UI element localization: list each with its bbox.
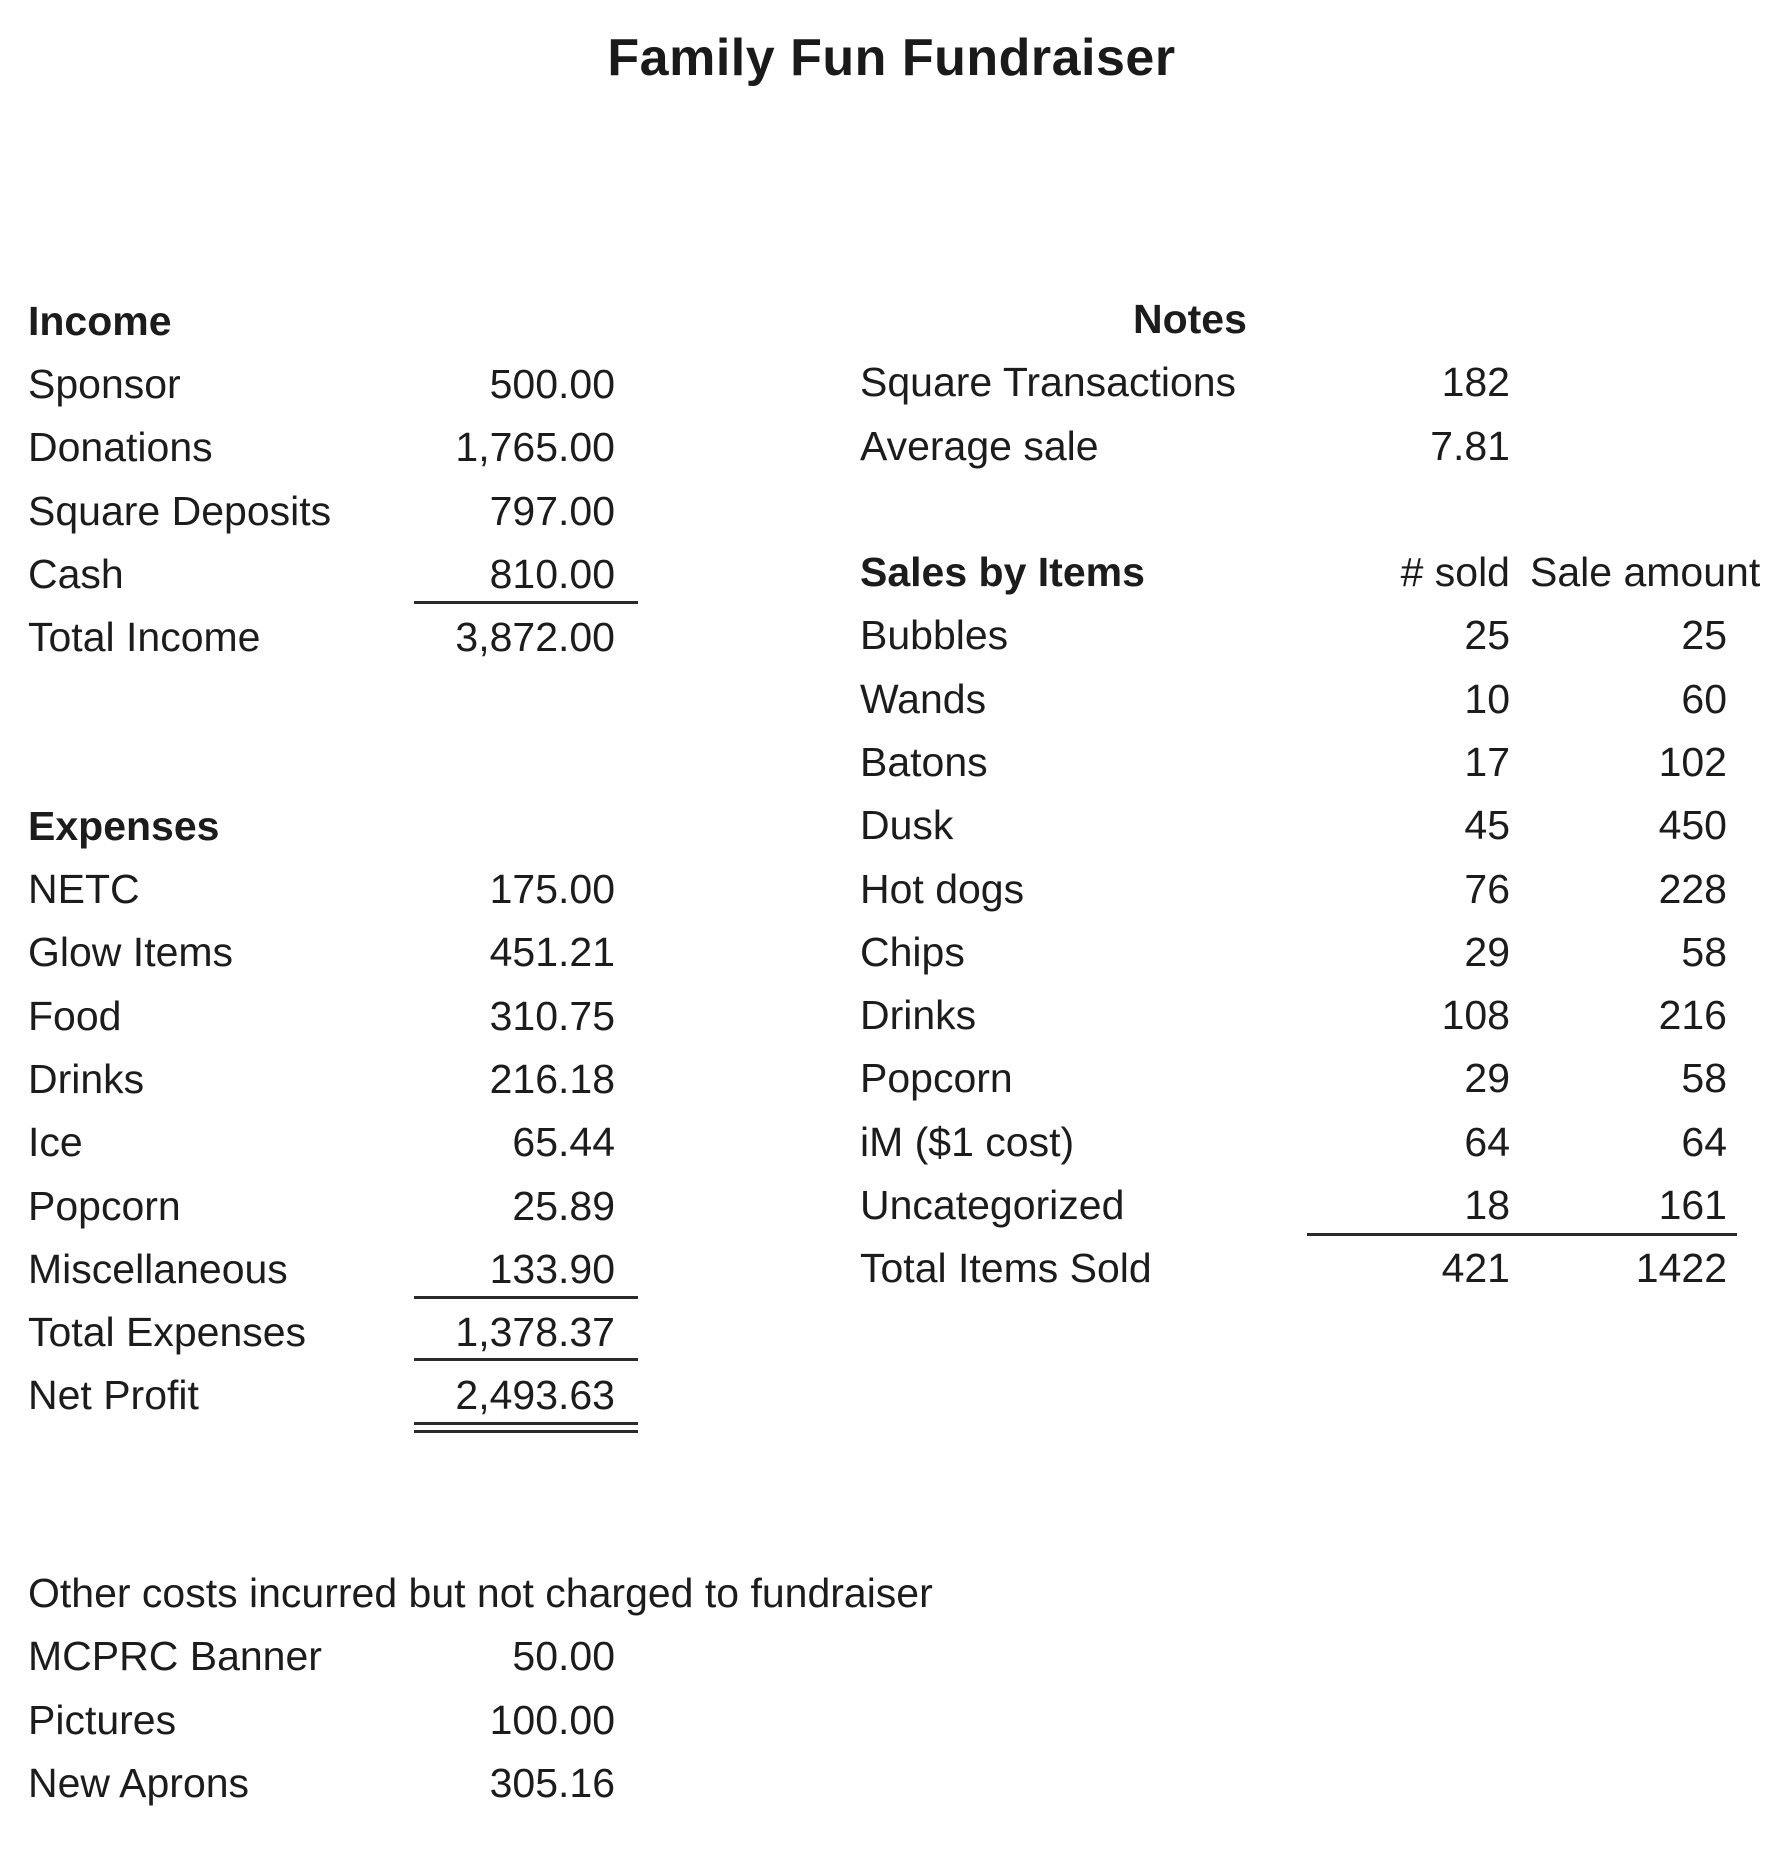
sales-item-label: iM ($1 cost) [860,1119,1075,1165]
income-value: 1,765.00 [455,424,615,470]
total-income-value: 3,872.00 [455,614,615,660]
note-label: Average sale [860,423,1099,469]
expenses-heading: Expenses [28,803,220,849]
expense-label: Ice [28,1119,83,1165]
sales-item-label: Hot dogs [860,866,1025,912]
expense-label: Glow Items [28,929,234,975]
expense-value: 451.21 [489,929,615,975]
income-value: 500.00 [489,361,615,407]
expense-value: 175.00 [489,866,615,912]
sales-total-rule [1307,1233,1737,1236]
other-cost-label: MCPRC Banner [28,1633,322,1679]
other-cost-label: Pictures [28,1697,177,1743]
sales-item-sold: 17 [1464,739,1510,785]
sold-column-header: # sold [1400,549,1510,595]
total-income-label: Total Income [28,614,261,660]
total-expenses-label: Total Expenses [28,1309,307,1355]
note-value: 7.81 [1430,423,1510,469]
total-items-sold-count: 421 [1441,1245,1510,1291]
sales-item-amount: 58 [1681,929,1727,975]
other-cost-value: 50.00 [512,1633,615,1679]
total-expenses-rule [414,1358,638,1361]
other-costs-heading: Other costs incurred but not charged to fundraiser [28,1570,933,1616]
income-label: Sponsor [28,361,181,407]
sales-item-amount: 25 [1681,612,1727,658]
total-items-sold-label: Total Items Sold [860,1245,1152,1291]
sales-item-label: Drinks [860,992,977,1038]
sales-item-sold: 10 [1464,676,1510,722]
sales-item-sold: 108 [1441,992,1510,1038]
income-value: 797.00 [489,488,615,534]
sales-item-sold: 76 [1464,866,1510,912]
sales-item-sold: 18 [1464,1182,1510,1228]
income-label: Square Deposits [28,488,332,534]
income-label: Cash [28,551,124,597]
expense-label: Miscellaneous [28,1246,288,1292]
page-title: Family Fun Fundraiser [607,29,1176,87]
sales-item-amount: 216 [1658,992,1727,1038]
sales-item-amount: 102 [1658,739,1727,785]
sales-heading: Sales by Items [860,549,1145,595]
expense-label: NETC [28,866,140,912]
sales-item-sold: 45 [1464,802,1510,848]
sales-item-sold: 25 [1464,612,1510,658]
income-value: 810.00 [489,551,615,597]
sales-item-sold: 29 [1464,929,1510,975]
sales-item-amount: 60 [1681,676,1727,722]
expense-value: 133.90 [489,1246,615,1292]
total-expenses-value: 1,378.37 [455,1309,615,1355]
total-sale-amount: 1422 [1635,1245,1727,1291]
notes-heading: Notes [1133,296,1247,342]
income-label: Donations [28,424,213,470]
expense-label: Drinks [28,1056,145,1102]
amount-column-header: Sale amount [1530,549,1761,595]
income-heading: Income [28,298,172,344]
other-cost-value: 305.16 [489,1760,615,1806]
sales-item-label: Dusk [860,802,954,848]
sales-item-label: Wands [860,676,987,722]
sales-item-amount: 161 [1658,1182,1727,1228]
sales-item-label: Bubbles [860,612,1009,658]
other-cost-value: 100.00 [489,1697,615,1743]
expense-value: 25.89 [512,1183,615,1229]
sales-item-amount: 64 [1681,1119,1727,1165]
sales-item-amount: 58 [1681,1055,1727,1101]
sales-item-amount: 228 [1658,866,1727,912]
sales-item-label: Uncategorized [860,1182,1125,1228]
net-profit-value: 2,493.63 [455,1372,615,1418]
expense-value: 65.44 [512,1119,615,1165]
income-subtotal-rule [414,601,638,604]
expense-value: 310.75 [489,993,615,1039]
sales-item-label: Batons [860,739,988,785]
expense-label: Popcorn [28,1183,181,1229]
other-cost-label: New Aprons [28,1760,250,1806]
note-label: Square Transactions [860,359,1237,405]
net-profit-label: Net Profit [28,1372,199,1418]
net-profit-double-rule [414,1422,638,1433]
sales-item-label: Chips [860,929,965,975]
sales-item-amount: 450 [1658,802,1727,848]
expense-label: Food [28,993,122,1039]
sales-item-sold: 64 [1464,1119,1510,1165]
expense-value: 216.18 [489,1056,615,1102]
sales-item-label: Popcorn [860,1055,1013,1101]
expense-subtotal-rule [414,1296,638,1299]
sales-item-sold: 29 [1464,1055,1510,1101]
note-value: 182 [1441,359,1510,405]
